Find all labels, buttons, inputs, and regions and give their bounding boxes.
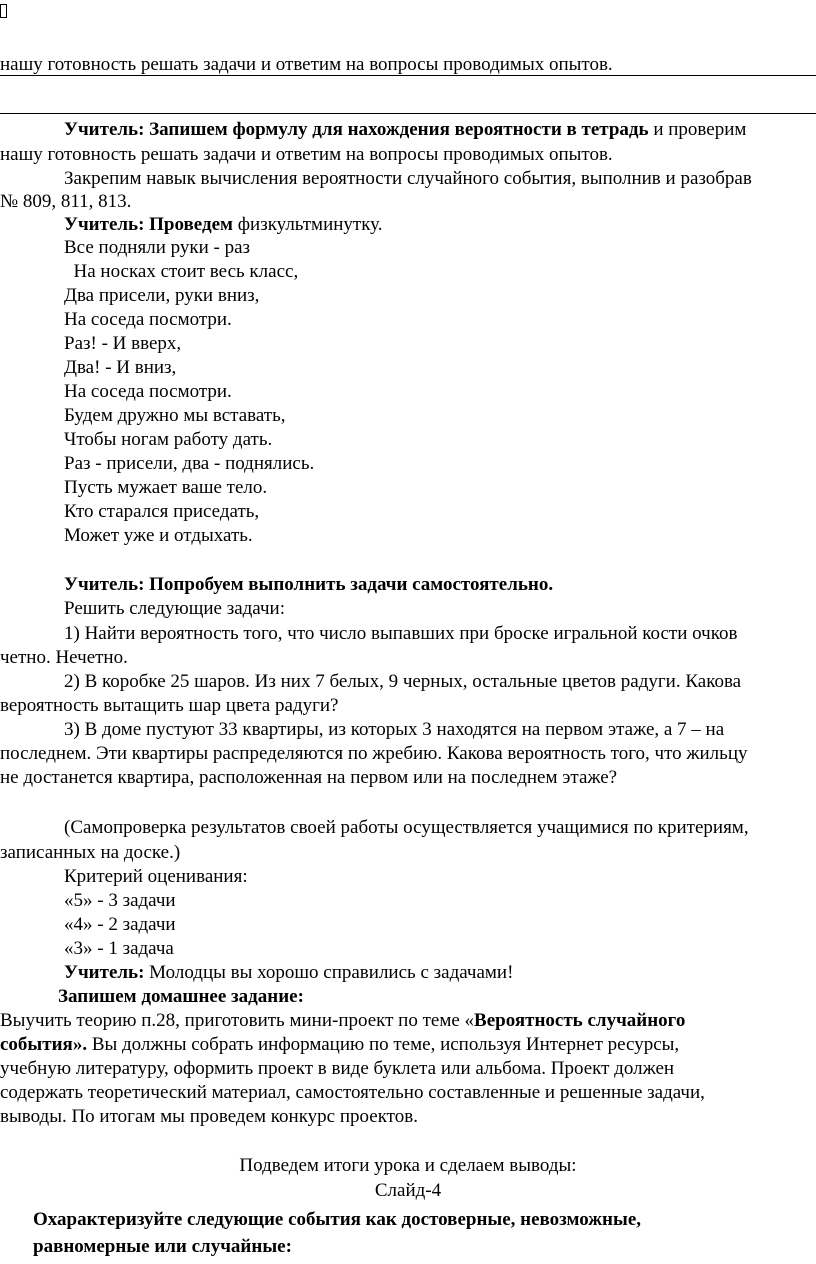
teacher-label: Учитель: Запишем формулу для нахождения вероятности в тетрадь (64, 119, 649, 140)
criteria-item: «3» - 1 задача (64, 938, 174, 959)
criteria-item: «5» - 3 задачи (64, 890, 176, 911)
consolidate-line-1: Закрепим навык вычисления вероятности случайного события, выполнив и разобрав (64, 168, 752, 189)
teacher-label: Учитель: (64, 962, 145, 983)
homework-line-1 (0, 1010, 685, 1032)
poem-line: Раз! - И вверх, (64, 333, 182, 354)
warmup-line (64, 214, 383, 236)
summary-line: Подведем итоги урока и сделаем выводы: (239, 1155, 577, 1176)
homework-line-1-pre: Выучить теорию п.28, приготовить мини-проект по теме « (0, 1010, 475, 1031)
consolidate-line-2: № 809, 811, 813. (0, 191, 132, 212)
poem-line: На соседа посмотри. (64, 309, 232, 330)
homework-line-2 (0, 1034, 679, 1056)
poem-line: Раз - присели, два - поднялись. (64, 453, 315, 474)
tasks-teacher-heading: Учитель: Попробуем выполнить задачи самостоятельно. (64, 574, 554, 595)
task-1-line-2: четно. Нечетно. (0, 647, 128, 668)
poem-line: Все подняли руки - раз (64, 237, 251, 258)
poem-line: Чтобы ногам работу дать. (64, 429, 273, 450)
homework-line-2-rest: Вы должны собрать информацию по теме, используя Интернет ресурсы, (87, 1034, 680, 1055)
slide-label: Слайд-4 (374, 1180, 442, 1201)
tasks-intro: Решить следующие задачи: (64, 598, 285, 619)
homework-title: Запишем домашнее задание: (58, 986, 304, 1007)
poem-line: Два присели, руки вниз, (64, 285, 260, 306)
intro-line-1-rest: и проверим (648, 119, 747, 140)
poem-line: Будем дружно мы вставать, (64, 405, 286, 426)
selfcheck-line-1: (Самопроверка результатов своей работы осуществляется учащимися по критериям, (64, 817, 749, 838)
poem-line: Может уже и отдыхать. (64, 525, 253, 546)
intro-line-1 (64, 119, 816, 141)
praise-rest: Молодцы вы хорошо справились с задачами! (144, 962, 514, 983)
teacher-label: Учитель: Проведем (64, 214, 233, 235)
homework-line-5: выводы. По итогам мы проведем конкурс проектов. (0, 1106, 418, 1127)
poem-line: На соседа посмотри. (64, 381, 232, 402)
task-3-line-2: последнем. Эти квартиры распределяются по жребию. Какова вероятность того, что жильцу (0, 743, 748, 764)
warmup-rest: физкультминутку. (232, 214, 383, 235)
section-rule (0, 113, 816, 114)
question-line-2: равномерные или случайные: (33, 1236, 292, 1257)
task-2-line-2: вероятность вытащить шар цвета радуги? (0, 695, 339, 716)
project-topic: Вероятность случайного (474, 1010, 686, 1031)
header-repeat-line: нашу готовность решать задачи и ответим на вопросы проводимых опытов. (0, 54, 613, 75)
project-topic-end: события». (0, 1034, 88, 1055)
selfcheck-line-2: записанных на доске.) (0, 842, 181, 863)
homework-line-3: учебную литературу, оформить проект в виде буклета или альбома. Проект должен (0, 1058, 675, 1079)
missing-glyph-icon (0, 4, 7, 18)
poem-line: На носках стоит весь класс, (64, 261, 299, 282)
task-3-line-1: 3) В доме пустуют 33 квартиры, из которых 3 находятся на первом этаже, а 7 – на (64, 719, 725, 740)
task-3-line-3: не достанется квартира, расположенная на первом или на последнем этаже? (0, 767, 618, 788)
header-rule (0, 75, 816, 76)
question-line-1: Охарактеризуйте следующие события как достоверные, невозможные, (33, 1209, 641, 1230)
criteria-item: «4» - 2 задачи (64, 914, 176, 935)
poem-line: Пусть мужает ваше тело. (64, 477, 268, 498)
poem-line: Кто старался приседать, (64, 501, 260, 522)
intro-line-2: нашу готовность решать задачи и ответим на вопросы проводимых опытов. (0, 144, 613, 165)
poem-line: Два! - И вниз, (64, 357, 177, 378)
task-2-line-1: 2) В коробке 25 шаров. Из них 7 белых, 9 черных, остальные цветов радуги. Какова (64, 671, 742, 692)
homework-line-4: содержать теоретический материал, самостоятельно составленные и решенные задачи, (0, 1082, 705, 1103)
criteria-title: Критерий оценивания: (64, 866, 248, 887)
praise-line (64, 962, 513, 984)
task-1-line-1: 1) Найти вероятность того, что число выпавших при броске игральной кости очков (64, 623, 738, 644)
